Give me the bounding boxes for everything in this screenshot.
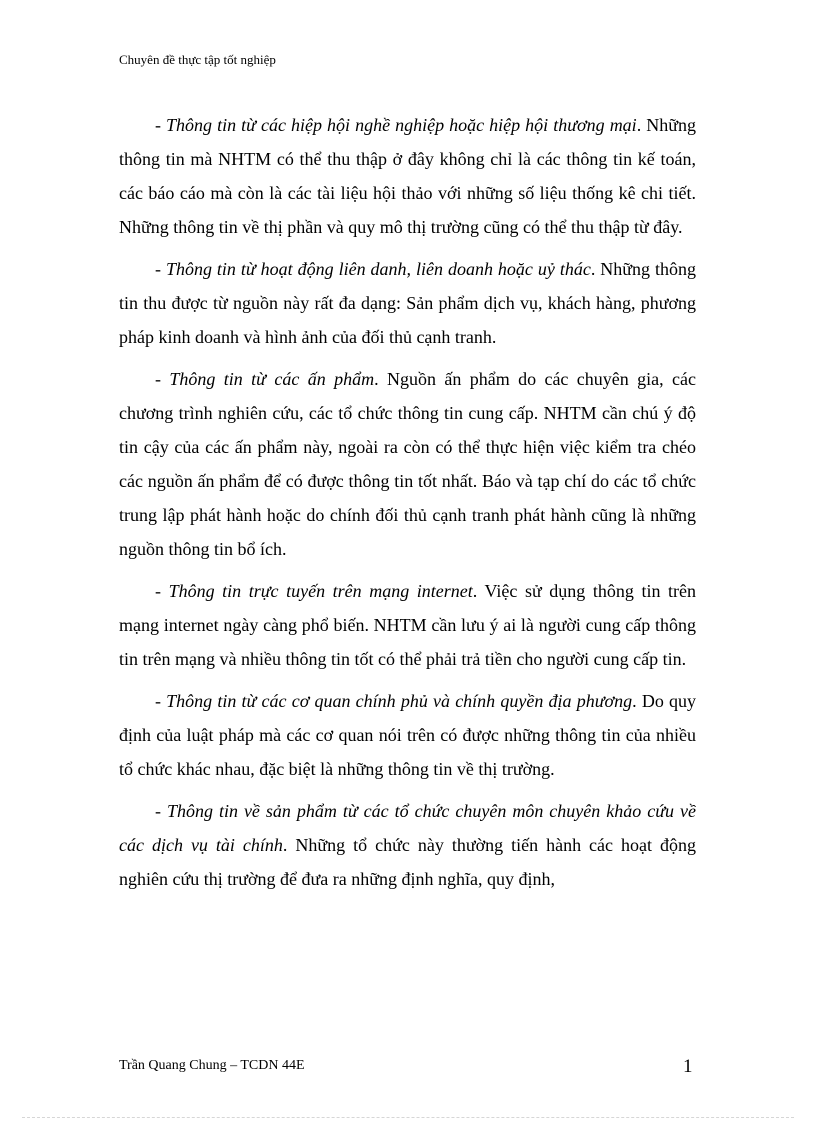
page-number: 1 <box>683 1056 693 1077</box>
paragraph-text: . Những thông tin thu được từ nguồn này rất đa dạng: Sản phẩm dịch vụ, khách hàng, phương pháp kinh doanh và hình ảnh của đối thủ cạnh tranh. <box>119 259 696 347</box>
paragraph-specialist-organisations <box>119 794 696 896</box>
paragraph-text: . Những tổ chức này thường tiến hành các hoạt động nghiên cứu thị trường để đưa ra những định nghĩa, quy định, <box>119 835 696 889</box>
paragraph-text: . Những thông tin mà NHTM có thể thu thập ở đây không chỉ là các thông tin kế toán, các báo cáo mà còn là các tài liệu hội thảo với những số liệu thống kê chi tiết. Những thông tin về thị phần và quy mô thị trường cũng có thể thu thập từ đây. <box>119 115 696 237</box>
paragraph-internet <box>119 574 696 676</box>
paragraph-lead: - Thông tin trực tuyến trên mạng internet <box>155 581 473 601</box>
paragraph-lead: - Thông tin về sản phẩm từ các tổ chức chuyên môn chuyên khảo cứu về các dịch vụ tài chính <box>119 801 696 855</box>
footer-author: Trần Quang Chung – TCDN 44E <box>119 1058 305 1073</box>
running-header: Chuyên đề thực tập tốt nghiệp <box>119 52 276 67</box>
paragraph-lead: - Thông tin từ các cơ quan chính phủ và chính quyền địa phương <box>155 691 633 711</box>
paragraph-lead: - Thông tin từ các ấn phẩm <box>155 369 375 389</box>
paragraph-publications <box>119 362 696 566</box>
paragraph-joint-ventures <box>119 252 696 354</box>
paragraph-text: . Do quy định của luật pháp mà các cơ quan nói trên có được những thông tin của nhiều tổ chức khác nhau, đặc biệt là những thông tin về thị trường. <box>119 691 697 779</box>
paragraph-text: . Nguồn ấn phẩm do các chuyên gia, các chương trình nghiên cứu, các tổ chức thông tin cung cấp. NHTM cần chú ý độ tin cậy của các ấn phẩm này, ngoài ra còn có thể thực hiện việc kiểm tra chéo các nguồn ấn phẩm để có được thông tin tốt nhất. Báo và tạp chí do các tổ chức trung lập phát hành hoặc do chính đối thủ cạnh tranh phát hành cũng là những nguồn thông tin bổ ích. <box>119 369 696 559</box>
page-edge-divider <box>22 1117 794 1118</box>
paragraph-lead: - Thông tin từ các hiệp hội nghề nghiệp hoặc hiệp hội thương mại <box>155 115 637 135</box>
paragraph-trade-associations <box>119 108 696 244</box>
paragraph-text: . Việc sử dụng thông tin trên mạng internet ngày càng phổ biến. NHTM cần lưu ý ai là người cung cấp thông tin trên mạng và nhiều thông tin tốt có thể phải trả tiền cho người cung cấp tin. <box>119 581 696 669</box>
paragraph-government <box>119 684 696 786</box>
paragraph-lead: - Thông tin từ hoạt động liên danh, liên doanh hoặc uỷ thác <box>155 259 591 279</box>
document-body <box>119 108 696 896</box>
